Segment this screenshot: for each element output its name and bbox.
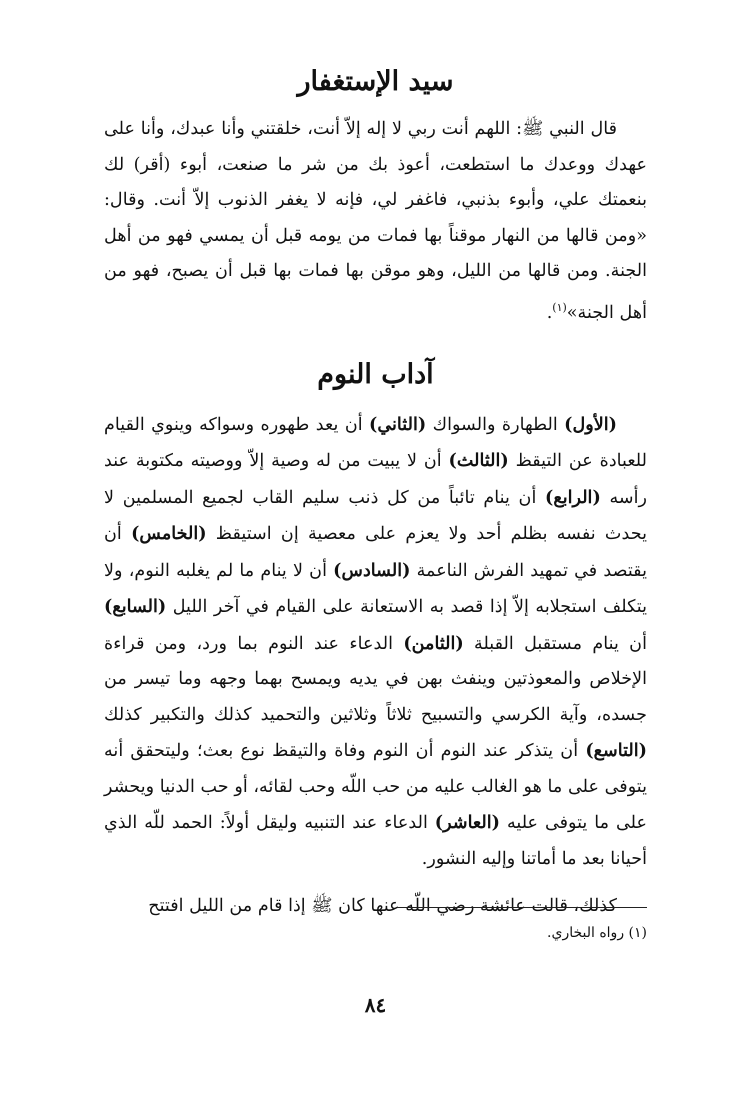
item-label: (الثاني) — [369, 413, 427, 435]
item-label: (العاشر) — [434, 812, 500, 834]
item-text: الطهارة والسواك — [426, 414, 565, 435]
item-text: الدعاء عند التنبيه وليقل أولاً: الحمد للّه الذي أحيانا بعد ما أماتنا وإليه النشور. — [104, 813, 647, 869]
item-text: أن يتذكر عند النوم أن النوم وفاة والتيقظ نوع بعث؛ وليتحقق أنه يتوفى على ما هو الغالب عليه من حب اللّه وحب لقائه، أو حب الدنيا ويحشر على ما يتوفى عليه — [104, 741, 648, 834]
section-title-adab-al-nawm: آداب النوم — [317, 358, 434, 390]
item-label: (الثالث) — [448, 450, 509, 472]
adab-paragraph — [104, 407, 647, 878]
item-text: الدعاء عند النوم بما ورد، ومن قراءة الإخلاص والمعوذتين وينفث بهن في يديه ويمسح بهما وجهه وما تيسر من جسده، وآية الكرسي والتسبيح ثلاثاً وثلاثين والتحميد كذلك والتكبير كذلك — [104, 633, 647, 725]
closing-paragraph: كذلك، قالت عائشة رضي اللّه عنها كان ﷺ إذا قام من الليل افتتح — [148, 896, 617, 917]
item-label: (السابع) — [104, 596, 167, 618]
istighfar-paragraph: قال النبي ﷺ: اللهم أنت ربي لا إله إلاّ أنت، خلقتني وأنا عبدك، وأنا على عهدك ووعدك ما استطعت، أعوذ بك من شر ما صنعت، أبوء (أقر) لك بنعمتك علي، وأبوء بذنبي، فاغفر لي، فإنه لا يغفر الذنوب إلاّ أنت. وقال: «ومن قالها من النهار موقناً بها فمات من يومه قبل أن يمسي فهو من أهل الجنة. ومن قالها من الليل، وهو موقن بها فمات بها قبل أن يصبح، فهو من أهل الجنة»$^{(١)}$. — [104, 119, 647, 323]
footnote-divider — [397, 907, 647, 908]
item-text: أن يعد طهوره وسواكه وينوي القيام للعبادة عن التيقظ — [104, 414, 647, 472]
item-label: (التاسع) — [585, 740, 647, 762]
footnote-reference: (١) — [552, 300, 567, 314]
item-label: (الخامس) — [131, 523, 207, 545]
item-text: أن ينام مستقبل القبلة — [463, 633, 647, 654]
item-label: (الرابع) — [545, 486, 601, 508]
footnote: (١) رواه البخاري. — [547, 925, 647, 941]
page-number: ٨٤ — [364, 993, 387, 1017]
item-label: (الثامن) — [403, 632, 464, 654]
item-text: أن لا ينام ما لم يغلبه النوم، ولا يتكلف استجلابه إلاّ إذا قصد به الاستعانة على القيام في آخر الليل — [104, 560, 647, 618]
istighfar-text: قال النبي ﷺ: اللهم أنت ربي لا إله إلاّ أنت، خلقتني وأنا عبدك، وأنا على عهدك ووعدك ما استطعت، أعوذ بك من شر ما صنعت، أبوء (أقر) لك بنعمتك علي، وأبوء بذنبي، فاغفر لي، فإنه لا يغفر الذنوب إلاّ أنت. وقال: «ومن قالها من النهار موقناً بها فمات من يومه قبل أن يمسي فهو من أهل الجنة. ومن قالها من الليل، وهو موقن بها فمات بها قبل أن يصبح، فهو من أهل الجنة» — [104, 119, 647, 323]
item-label: (السادس) — [333, 559, 411, 581]
item-text: أن ينام تائباً من كل ذنب سليم القاب لجميع المسلمين لا يحدث نفسه بظلم أحد ولا يعزم على معصية إن استيقظ — [104, 487, 647, 545]
section-title-sayyid-al-istighfar: سيد الإستغفار — [297, 66, 454, 97]
item-label: (الأول) — [564, 413, 618, 435]
item-text: أن لا يبيت من له وصية إلاّ ووصيته مكتوبة عند رأسه — [104, 451, 648, 508]
item-text: أن يقتصد في تمهيد الفرش الناعمة — [104, 524, 647, 581]
